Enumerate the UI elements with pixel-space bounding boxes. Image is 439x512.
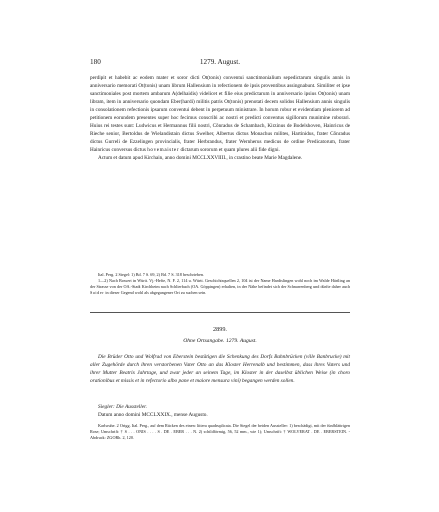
spaced-word: hovemaister — [147, 147, 180, 154]
document-date: Ohne Ortsangabe. 1279. August. — [183, 338, 257, 344]
footnote-1-2: 1—2) Nach Bossert in Württ. Vj.-Hefte, N. F. 2, 114 u. Württ. Geschichtsquellen 2, 104 ist der Name Hardtslingen wohl noch im Walde Härtling an der Strasse von der OA.-Stadt Kirchheim nach Schlierbach (OA. Göppingen) erhalten, in der Nähe befindet sich der Schnarrenberg und dürfte daher auch Saider in dieser Gegend wohl als abgegangener Ort zu suchen sein. — [90, 278, 350, 296]
running-title: 1279. August. — [199, 58, 241, 66]
actum-line: Actum et datum apud Kirchain, anno domini MCCLXXVIIII., in crastino beate Marie Magdalene. — [98, 155, 303, 162]
page-number: 180 — [90, 58, 101, 66]
charter-paragraph: perdipit et habebit ac eodem mater et soror dicti Ot(tonis) conventui sanctimonialium sepedictarum singulis annis in anniversario memorati Ot(tonis) unam librum Hallensium in refectionem de ipsis proventibus assingnabunt. Similiter et ipse sanctimoniales post mortem ambarum A(delhaidis) videlicet et filie eius predictarum in anniversario ipsius Ot(tonis) unam libram, item in anniversario quondam Eber(hardi) militis patris Ot(tonis) prenotati decem solidos Hallensium annis singulis in consolationem refectionis ipsarum conventui debent in perpetuum ministrare. In horum robur et evidentiam pleniorem ad petitionem eorundem presentes super hoc fecimus conscribi ac nostri et predicti conventus sigillorum munimine roborari. Huius rei testes sunt: Ludwicus et Hermannus filii nostri, Cǒnradus de Schambach, Kirzinus de Bodelshoven, Hainricus de Rieche senior, Bertoldus de Wielandistain dictus Swelher, Albertus dictus Monachus milites, Hartinidus, frater Cǒnradus dictus Gurreli de Ezzelingen provincialis, frater Herbrandus, frater Wernherus medicus de ordine Predicatorum, frater Hainricus conversus dictus hovemaister dictarum sororum et quam plures alii fide digni. — [90, 75, 350, 154]
document-number: 2899. — [213, 326, 227, 333]
document-footnote — [90, 423, 350, 441]
apparatus-notes — [90, 272, 350, 296]
datum-line: Datum anno domini MCCLXXIX., mense Augusto. — [98, 412, 208, 419]
seal-note: Ital. Perg. 2 Siegel: 1) Bd. 7 S. 69, 2) Bd. 7 S. 318 beschrieben. — [98, 272, 204, 277]
regest-paragraph: Die Brüder Otto und Wolfrad von Eberstein bestätigen die Schenkung des Dorfs Bahnbrücken (ville Banbrucke) mit aller Zugehörde durch ihren verstorbenen Vater Otto an das Kloster Herrenalb und bestimmen, dass ihres Vaters und ihrer Mutter Beatrix Jahrtage, und zwar jeder an seinem Tage, im Kloster in der daselbst üblichen Weise (in choro orationibus et missis et in refectorio albo pane et maiore mensura vini) begangen werden sollen. — [90, 354, 350, 385]
footnote-paragraph: Karlsruhe. 2 Origg. Ital. Perg., auf dem Rücken des einen: littera quadruplicata. Die Siegel der beiden Aussteller: 1) beschädigt, mit der fünfblättrigen Rose; Umschrift: † S . . . ONIS . . . . S . DE . EBER . . . N. 2) schildförmig, 56, 52 mm., wie 1); Umschrift: † WOLVERAT . DE . EBERSTEIN. - Abdruck: ZGORh. 2, 120. — [90, 423, 350, 441]
siegler-line: Siegler: Die Aussteller. — [98, 404, 147, 410]
section-divider — [90, 312, 350, 313]
regest-summary — [90, 353, 350, 385]
charter-text — [90, 74, 350, 163]
siegler-block — [90, 403, 350, 419]
